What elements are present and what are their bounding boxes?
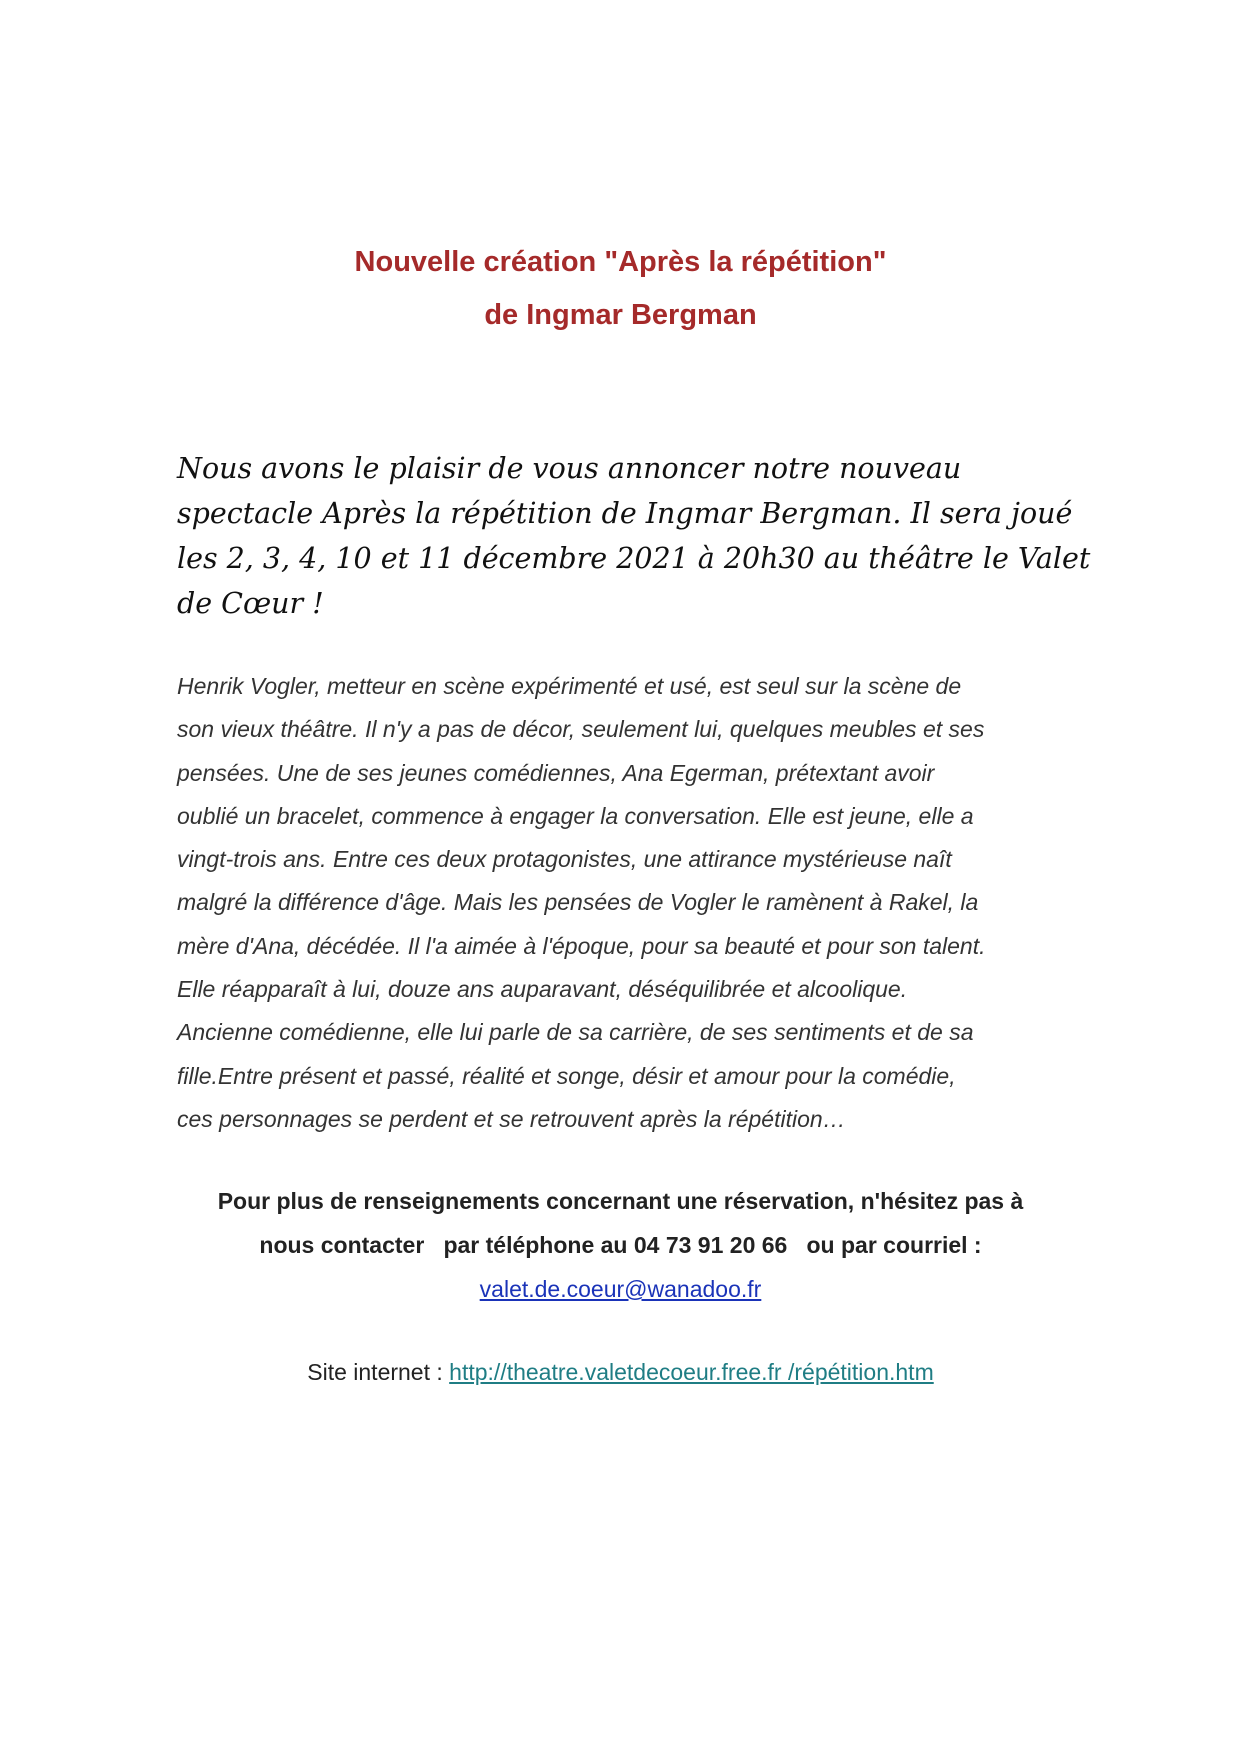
email-row: [0, 1267, 1241, 1311]
synopsis-line: oublié un bracelet, commence à engager la conversation. Elle est jeune, elle a: [177, 802, 974, 829]
contact-text: Pour plus de renseignements concernant une réservation, n'hésitez pas à: [217, 1188, 1024, 1214]
synopsis-line: pensées. Une de ses jeunes comédiennes, Ana Egerman, prétextant avoir: [177, 759, 935, 786]
page-subtitle-author: de Ingmar Bergman: [484, 299, 757, 331]
synopsis-line: vingt-trois ans. Entre ces deux protagonistes, une attirance mystérieuse naît: [177, 846, 952, 873]
website-label: Site internet :: [307, 1359, 450, 1385]
announcement-line: spectacle Après la répétition de Ingmar Bergman. Il sera joué: [177, 497, 1073, 530]
contact-phone-text: nous contacter par téléphone au 04 73 91 20 66 ou par courriel :: [259, 1232, 982, 1258]
synopsis-line: fille.Entre présent et passé, réalité et songe, désir et amour pour la comédie,: [177, 1062, 956, 1089]
page-title: Nouvelle création "Après la répétition": [354, 246, 887, 278]
synopsis-line: ces personnages se perdent et se retrouvent après la répétition…: [177, 1105, 846, 1132]
website-row: [0, 1350, 1241, 1394]
synopsis-line: son vieux théâtre. Il n'y a pas de décor, seulement lui, quelques meubles et ses: [177, 716, 985, 743]
synopsis-line: Ancienne comédienne, elle lui parle de sa carrière, de ses sentiments et de sa: [177, 1019, 974, 1046]
synopsis-paragraph: [177, 665, 1097, 1141]
synopsis-line: Henrik Vogler, metteur en scène expérimenté et usé, est seul sur la scène de: [177, 673, 962, 699]
website-link[interactable]: http://theatre.valetdecoeur.free.fr /répétition.htm: [449, 1359, 934, 1385]
announcement-paragraph: [177, 446, 1091, 626]
announcement-line: Nous avons le plaisir de vous annoncer notre nouveau: [177, 452, 962, 485]
announcement-line: les 2, 3, 4, 10 et 11 décembre 2021 à 20h30 au théâtre le Valet: [177, 542, 1091, 575]
synopsis-line: malgré la différence d'âge. Mais les pensées de Vogler le ramènent à Rakel, la: [177, 889, 979, 916]
synopsis-line: mère d'Ana, décédée. Il l'a aimée à l'époque, pour sa beauté et pour son talent.: [177, 932, 986, 959]
synopsis-line: Elle réapparaît à lui, douze ans auparavant, déséquilibrée et alcoolique.: [177, 976, 908, 1003]
email-link[interactable]: valet.de.coeur@wanadoo.fr: [479, 1276, 762, 1302]
announcement-line: de Cœur !: [177, 587, 324, 620]
